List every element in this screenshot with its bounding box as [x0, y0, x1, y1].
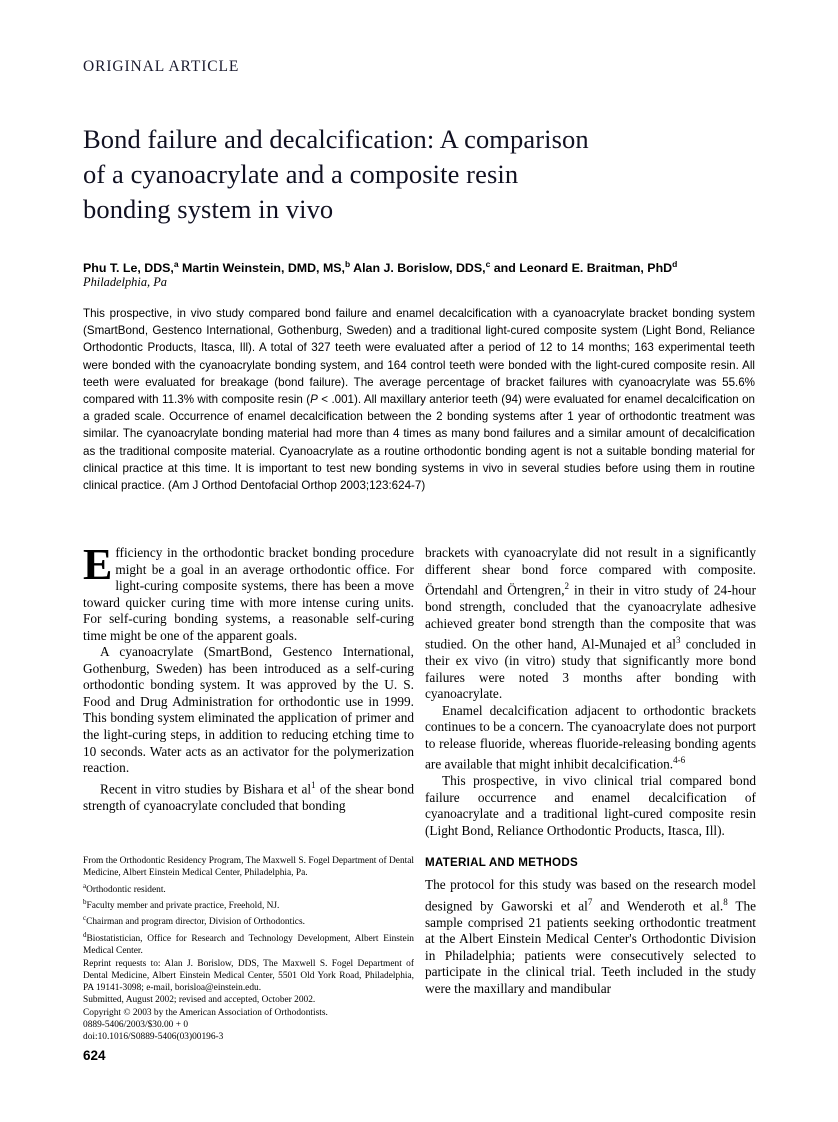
- footnote-copyright: Copyright © 2003 by the American Association of Orthodontists.: [83, 1007, 328, 1018]
- footnote-c-text: Chairman and program director, Division of Orthodontics.: [86, 917, 305, 928]
- footnote-a-text: Orthodontic resident.: [86, 884, 166, 895]
- paragraph-shear-c: concluded in their ex vivo (in vitro) study that significantly more bond failures were noted 3 months after bonding with cyanoacrylate.: [425, 636, 756, 702]
- footnote-d-text: Biostatistician, Office for Research and Technology Development, Albert Einstein Medical Center.: [83, 933, 414, 957]
- paragraph-protocol-c: The sample comprised 21 patients seeking orthodontic treatment at the Albert Einstein Medical Center's Orthodontic Division in Philadelphia; patients were consecutively selected to participate in the clinical trial. Teeth included in the study were the maxillary and mandibular: [425, 898, 756, 996]
- paragraph-protocol-b: and Wenderoth et al.: [592, 898, 724, 914]
- body-column-left: [83, 540, 414, 814]
- footnote-b: [83, 896, 414, 912]
- footnote-d: [83, 929, 414, 958]
- paragraph-shear-b: in their in vitro study of 24-hour bond strength, concluded that the cyanoacrylate adhesive achieved greater bond strength than the composite that was studied. On the other hand, Al-Munajed et al: [425, 582, 756, 652]
- paragraph-decalcification: [425, 703, 756, 774]
- paragraph-protocol-a: The protocol for this study was based on the research model designed by Gaworski et al: [425, 877, 756, 914]
- author-list: [83, 256, 763, 276]
- footnote-mark-c: c: [83, 914, 87, 923]
- title-line-3: bonding system in vivo: [83, 194, 334, 224]
- title-line-1: Bond failure and decalcification: A comparison: [83, 124, 589, 154]
- footnote-mark-b: b: [83, 898, 87, 907]
- author-affiliation-mark-a: a: [173, 259, 179, 269]
- footnote-block: [83, 855, 414, 1044]
- citation-ref-7: 7: [587, 896, 593, 907]
- author-location: Philadelphia, Pa: [83, 275, 167, 289]
- author-name-4: and Leonard E. Braitman, PhD: [490, 261, 673, 276]
- footnote-mark-d: d: [83, 930, 87, 939]
- paragraph-bishara-a: Recent in vitro studies by Bishara et al: [100, 781, 312, 797]
- citation-ref-4-6: 4-6: [673, 755, 686, 766]
- body-column-right: [425, 545, 756, 997]
- paragraph-study-purpose: This prospective, in vivo clinical trial compared bond failure occurrence and enamel decalcification of cyanoacrylate and a traditional light-cured composite resin (Light Bond, Reliance Orthodontic Products, Itasca, Ill).: [425, 773, 756, 839]
- section-heading-material-and-methods: MATERIAL AND METHODS: [425, 855, 578, 869]
- paragraph-bishara-b: of the shear bond strength of cyanoacrylate concluded that bonding: [83, 781, 414, 813]
- paragraph-cyanoacrylate: A cyanoacrylate (SmartBond, Gestenco International, Gothenburg, Sweden) has been introduced as a self-curing orthodontic bonding system. It was approved by the U. S. Food and Drug Administration for orthodontic use in 1999. This bonding system eliminated the application of primer and the light-curing steps, in addition to reducing etching time to 10 seconds. Water acts as an activator for the polymerization reaction.: [83, 644, 414, 776]
- abstract-p-value-symbol: P: [310, 393, 318, 407]
- citation-ref-1: 1: [311, 779, 316, 790]
- footnote-doi: doi:10.1016/S0889-5406(03)00196-3: [83, 1032, 224, 1043]
- footnote-reprint-requests: Reprint requests to: Alan J. Borislow, DDS, The Maxwell S. Fogel Department of Dental Medicine, Albert Einstein Medical Center, 5501 Old York Road, Philadelphia, PA 19141-3098; e-mail, borisloa@einstein.edu.: [83, 958, 414, 994]
- article-type-label: ORIGINAL ARTICLE: [83, 58, 240, 75]
- paragraph-shear-a: brackets with cyanoacrylate did not result in a significantly different shear bond force compared with composite. Örtendahl and Örtengren,: [425, 545, 756, 598]
- author-affiliation-mark-c: c: [485, 259, 491, 269]
- author-affiliation-mark-d: d: [672, 259, 678, 269]
- footnote-a: [83, 880, 414, 896]
- abstract-text: [83, 305, 755, 494]
- footnote-mark-a: a: [83, 881, 87, 890]
- abstract-part-1: This prospective, in vivo study compared bond failure and enamel decalcification with a cyanoacrylate bracket bonding system (SmartBond, Gestenco International, Gothenburg, Sweden) and a traditional light-cured composite system (Light Bond, Reliance Orthodontic Products, Itasca, Ill). A total of 327 teeth were evaluated after a period of 12 to 14 months; 163 experimental teeth were bonded with the cyanoacrylate bonding system, and 164 control teeth were bonded with the light-cured composite resin. All teeth were evaluated for breakage (bond failure). The average percentage of bracket failures with cyanoacrylate was 55.6% compared with 11.3% with composite resin (: [83, 307, 755, 407]
- footnote-c: [83, 912, 414, 928]
- abstract-part-2: < .001). All maxillary anterior teeth (94) were evaluated for enamel decalcification on a graded scale. Occurrence of enamel decalcification between the 2 bonding systems after 1 year of orthodontic treatment was similar. The cyanoacrylate bonding material had more than 4 times as many bond failures and a similar amount of decalcification as the traditional composite material. Cyanoacrylate as a routine orthodontic bonding agent is not a suitable bonding material for clinical practice at this time. It is important to test new bonding systems in vivo in several studies before using them in routine clinical practice. (Am J Orthod Dentofacial Orthop 2003;123:624-7): [83, 393, 755, 493]
- footnote-source: From the Orthodontic Residency Program, The Maxwell S. Fogel Department of Dental Medicine, Albert Einstein Medical Center, Philadelphia, Pa.: [83, 856, 414, 879]
- author-affiliation-mark-b: b: [344, 259, 351, 269]
- author-name-3: Alan J. Borislow, DDS,: [350, 261, 486, 276]
- paragraph-intro-text: fficiency in the orthodontic bracket bonding procedure might be a goal in an average orthodontic office. For light-curing composite systems, there has been a move toward quicker curing time with more intense curing units. For self-curing bonding systems, a reasonable self-curing time might be one of the apparent goals.: [83, 545, 414, 643]
- page-title: [83, 122, 755, 227]
- footnote-b-text: Faculty member and private practice, Freehold, NJ.: [86, 901, 280, 912]
- paragraph-intro: [83, 540, 414, 644]
- paragraph-protocol: [425, 877, 756, 997]
- citation-ref-8: 8: [723, 896, 728, 907]
- drop-cap: E: [83, 540, 113, 589]
- paragraph-bishara: [83, 777, 414, 815]
- paragraph-decalc-a: Enamel decalcification adjacent to orthodontic brackets continues to be a concern. The cyanoacrylate does not purport to release fluoride, whereas fluoride-releasing bonding agents are available that might inhibit decalcification.: [425, 702, 756, 772]
- footnote-issn: 0889-5406/2003/$30.00 + 0: [83, 1020, 189, 1031]
- page-number: 624: [83, 1048, 106, 1063]
- paragraph-shear-bond: [425, 545, 756, 703]
- citation-ref-3: 3: [675, 635, 681, 646]
- author-name-2: Martin Weinstein, DMD, MS,: [178, 261, 345, 276]
- citation-ref-2: 2: [564, 581, 570, 592]
- footnote-submitted-dates: Submitted, August 2002; revised and accepted, October 2002.: [83, 995, 316, 1006]
- title-line-2: of a cyanoacrylate and a composite resin: [83, 159, 519, 189]
- author-name-1: Phu T. Le, DDS,: [83, 261, 174, 276]
